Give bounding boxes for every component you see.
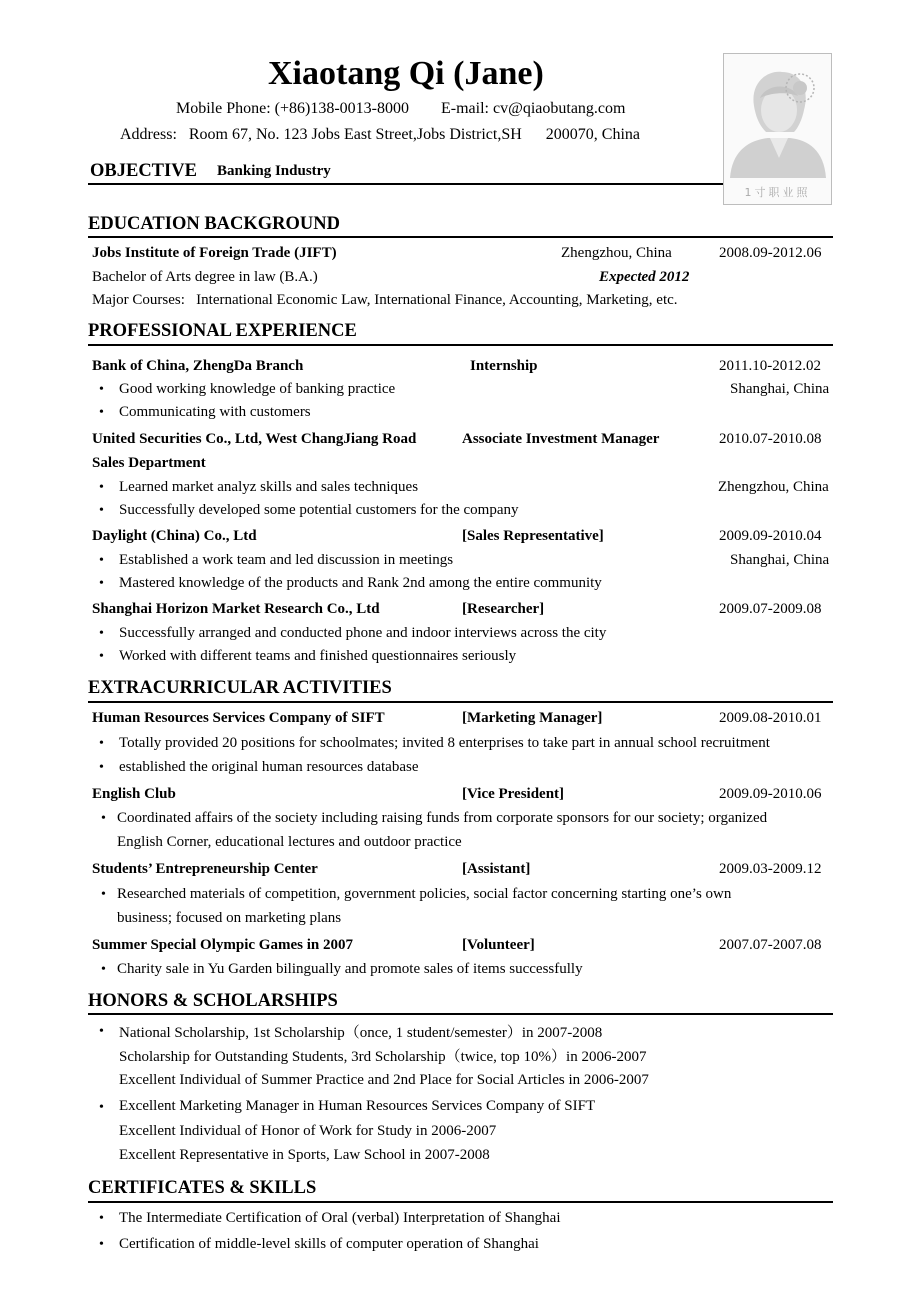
honor-line: National Scholarship, 1st Scholarship（once, 1 student/semester）in 2007-2008 (119, 1025, 603, 1041)
job-bullet: Worked with different teams and finished questionnaires seriously (119, 648, 517, 664)
job-bullet: Established a work team and led discussion in meetings (119, 552, 454, 568)
job-org-line2: Sales Department (92, 455, 206, 471)
activities-rule (88, 701, 833, 703)
activity-bullet: Coordinated affairs of the society including raising funds from corporate sponsors for our society; organized (117, 810, 768, 826)
edu-courses: Major Courses: International Economic Law, International Finance, Accounting, Marketing, etc. (92, 292, 678, 308)
edu-dates: 2008.09-2012.06 (719, 245, 822, 261)
bullet-icon: • (99, 1100, 104, 1115)
bullet-icon: • (99, 626, 104, 641)
activity-role: [Vice President] (462, 786, 565, 802)
bullet-icon: • (99, 576, 104, 591)
activity-role: [Volunteer] (462, 937, 535, 953)
job-location: Shanghai, China (730, 552, 830, 568)
activity-org: Human Resources Services Company of SIFT (92, 710, 385, 726)
bullet-icon: • (99, 1211, 104, 1226)
job-org: United Securities Co., Ltd, West ChangJiang Road (92, 431, 417, 447)
honor-line: Excellent Individual of Honor of Work for Study in 2006-2007 (119, 1123, 497, 1139)
experience-heading: PROFESSIONAL EXPERIENCE (88, 321, 357, 341)
honor-line: Excellent Individual of Summer Practice and 2nd Place for Social Articles in 2006-2007 (119, 1072, 649, 1088)
certificate-item: The Intermediate Certification of Oral (verbal) Interpretation of Shanghai (119, 1210, 561, 1226)
activity-bullet-cont: business; focused on marketing plans (117, 910, 342, 926)
objective-value: Banking Industry (217, 163, 331, 179)
job-role: [Sales Representative] (462, 528, 604, 544)
honors-rule (88, 1013, 833, 1015)
certificate-item: Certification of middle-level skills of computer operation of Shanghai (119, 1236, 539, 1252)
activity-org: Students’ Entrepreneurship Center (92, 861, 318, 877)
edu-degree: Bachelor of Arts degree in law (B.A.) (92, 269, 318, 285)
photo-caption: 1寸职业照 (744, 186, 811, 199)
job-dates: 2011.10-2012.02 (719, 358, 821, 374)
activity-dates: 2009.09-2010.06 (719, 786, 822, 802)
job-bullet: Learned market analyz skills and sales techniques (119, 479, 419, 495)
activity-role: [Assistant] (462, 861, 531, 877)
contact-line: Mobile Phone: (+86)138-0013-8000 E-mail: cv@qiaobutang.com (176, 100, 626, 117)
honor-line: Scholarship for Outstanding Students, 3rd Scholarship（twice, top 10%）in 2006-2007 (119, 1049, 647, 1065)
edu-location: Zhengzhou, China (561, 245, 672, 261)
resume-name: Xiaotang Qi (Jane) (268, 55, 544, 92)
honors-heading: HONORS & SCHOLARSHIPS (88, 991, 338, 1011)
bullet-icon: • (101, 887, 106, 902)
job-role: Internship (470, 358, 538, 374)
bullet-icon: • (99, 736, 104, 751)
honor-line: Excellent Marketing Manager in Human Resources Services Company of SIFT (119, 1098, 596, 1114)
job-bullet: Mastered knowledge of the products and Rank 2nd among the entire community (119, 575, 602, 591)
job-org: Bank of China, ZhengDa Branch (92, 358, 304, 374)
activities-heading: EXTRACURRICULAR ACTIVITIES (88, 678, 392, 698)
bullet-icon: • (99, 649, 104, 664)
honor-line: Excellent Representative in Sports, Law School in 2007-2008 (119, 1147, 490, 1163)
edu-school: Jobs Institute of Foreign Trade (JIFT) (92, 245, 337, 261)
bullet-icon: • (99, 1024, 104, 1039)
edu-expected: Expected 2012 (599, 269, 690, 285)
address-line: Address: Room 67, No. 123 Jobs East Street,Jobs District,SH 200070, China (120, 126, 640, 143)
activity-dates: 2009.03-2009.12 (719, 861, 822, 877)
activity-bullet: established the original human resources database (119, 759, 419, 775)
certificates-rule (88, 1201, 833, 1203)
bullet-icon: • (99, 480, 104, 495)
bullet-icon: • (99, 382, 104, 397)
activity-bullet: Researched materials of competition, government policies, social factor concerning starting one’s own (117, 886, 732, 902)
activity-org: Summer Special Olympic Games in 2007 (92, 937, 353, 953)
education-rule (88, 236, 833, 238)
job-bullet: Communicating with customers (119, 404, 311, 420)
job-org: Shanghai Horizon Market Research Co., Ltd (92, 601, 380, 617)
person-silhouette-icon (724, 58, 831, 178)
job-bullet: Successfully developed some potential customers for the company (119, 502, 519, 518)
activity-bullet-cont: English Corner, educational lectures and outdoor practice (117, 834, 462, 850)
certificates-heading: CERTIFICATES & SKILLS (88, 1178, 317, 1198)
bullet-icon: • (99, 553, 104, 568)
job-location: Shanghai, China (730, 381, 830, 397)
job-dates: 2009.07-2009.08 (719, 601, 822, 617)
activity-dates: 2009.08-2010.01 (719, 710, 822, 726)
education-heading: EDUCATION BACKGROUND (88, 214, 340, 234)
activity-bullet: Totally provided 20 positions for schoolmates; invited 8 enterprises to take part in annual school recruitment (119, 735, 770, 751)
job-location: Zhengzhou, China (718, 479, 829, 495)
activity-role: [Marketing Manager] (462, 710, 603, 726)
job-dates: 2010.07-2010.08 (719, 431, 822, 447)
activity-bullet: Charity sale in Yu Garden bilingually and promote sales of items successfully (117, 961, 583, 977)
job-dates: 2009.09-2010.04 (719, 528, 822, 544)
activity-dates: 2007.07-2007.08 (719, 937, 822, 953)
job-role: Associate Investment Manager (462, 431, 660, 447)
activity-org: English Club (92, 786, 176, 802)
bullet-icon: • (99, 405, 104, 420)
job-role: [Researcher] (462, 601, 545, 617)
job-org: Daylight (China) Co., Ltd (92, 528, 257, 544)
bullet-icon: • (99, 1237, 104, 1252)
bullet-icon: • (99, 760, 104, 775)
bullet-icon: • (101, 811, 106, 826)
bullet-icon: • (99, 503, 104, 518)
objective-heading: OBJECTIVE (90, 161, 197, 181)
job-bullet: Successfully arranged and conducted phone and indoor interviews across the city (119, 625, 607, 641)
bullet-icon: • (101, 962, 106, 977)
experience-rule (88, 344, 833, 346)
job-bullet: Good working knowledge of banking practice (119, 381, 396, 397)
photo-placeholder (723, 53, 832, 205)
objective-rule (88, 183, 723, 185)
